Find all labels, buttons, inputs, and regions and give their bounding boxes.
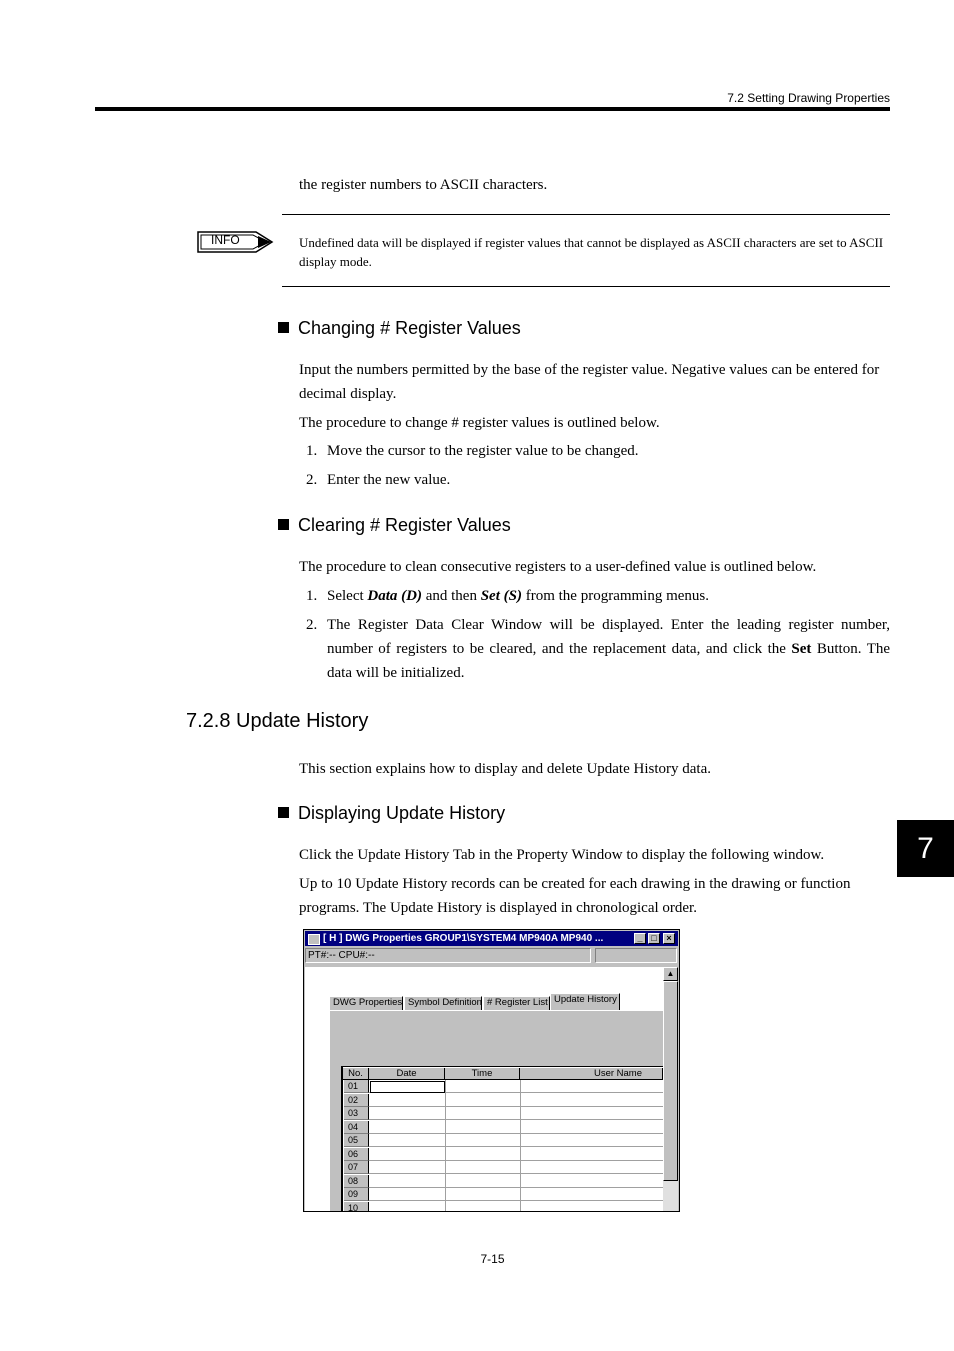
row-number[interactable]: 08	[344, 1175, 369, 1188]
column-header-no: No.	[343, 1068, 369, 1080]
step1-pre: Select	[327, 588, 368, 604]
table-row[interactable]	[369, 1107, 665, 1120]
scroll-thumb[interactable]	[663, 981, 678, 1181]
heading-changing	[278, 318, 521, 339]
tab-register-list[interactable]: # Register List	[483, 996, 550, 1010]
table-row[interactable]	[369, 1094, 665, 1107]
row-number[interactable]: 09	[344, 1188, 369, 1201]
tab-symbol-definition[interactable]: Symbol Definition	[404, 996, 482, 1010]
table-row[interactable]	[369, 1148, 665, 1161]
info-label: INFO	[211, 233, 240, 247]
menu-data: Data (D)	[367, 588, 422, 604]
row-number[interactable]: 07	[344, 1161, 369, 1174]
row-number[interactable]: 02	[344, 1094, 369, 1107]
vertical-scrollbar[interactable]	[663, 967, 678, 1212]
changing-p2: The procedure to change # register values is outlined below.	[299, 415, 660, 431]
table-row[interactable]	[369, 1161, 665, 1174]
row-number[interactable]: 03	[344, 1107, 369, 1120]
table-row[interactable]	[369, 1134, 665, 1147]
heading-displaying-text: Displaying Update History	[298, 803, 506, 823]
column-header-time: Time	[445, 1068, 520, 1080]
changing-step-2: Enter the new value.	[327, 472, 451, 488]
changing-p1: Input the numbers permitted by the base of the register value. Negative values can be entered for decimal display.	[299, 362, 880, 402]
row-number[interactable]: 04	[344, 1121, 369, 1134]
table-row[interactable]	[369, 1121, 665, 1134]
displaying-p1: Click the Update History Tab in the Property Window to display the following window.	[299, 847, 825, 863]
square-bullet-icon	[278, 807, 289, 818]
heading-displaying	[278, 803, 505, 824]
table-row[interactable]	[369, 1202, 665, 1213]
clearing-step-1-num: 1.	[306, 588, 318, 604]
square-bullet-icon	[278, 519, 289, 530]
step1-post: from the programming menus.	[521, 588, 710, 604]
column-divider	[520, 1080, 521, 1212]
window-titlebar	[305, 931, 678, 946]
chapter-tab: 7	[897, 820, 954, 877]
set-button-ref: Set	[791, 641, 812, 657]
clearing-step-2-num: 2.	[306, 617, 318, 633]
displaying-p2: Up to 10 Update History records can be created for each drawing in the drawing or function programs. The Update History is displayed in chronological order.	[299, 876, 851, 916]
step2-pre: The Register Data Clear Window will be displayed. Enter the leading register number, number of registers to be cleared, and the replacement data, and click the	[327, 617, 890, 657]
column-divider	[445, 1080, 446, 1212]
changing-step-2-num: 2.	[306, 472, 318, 488]
changing-step-1: Move the cursor to the register value to be changed.	[327, 443, 639, 459]
window-menu-icon[interactable]	[308, 934, 320, 945]
pt-cpu-field: PT#:-- CPU#:--	[305, 948, 591, 963]
info-field-right	[595, 948, 677, 963]
column-header-user-name: User Name	[520, 1068, 663, 1080]
step1-mid: and then	[421, 588, 481, 604]
running-header: 7.2 Setting Drawing Properties	[727, 91, 890, 105]
clearing-step-1	[327, 584, 709, 608]
column-header-date: Date	[369, 1068, 445, 1080]
minimize-button[interactable]: _	[634, 933, 646, 944]
menu-set: Set (S)	[480, 588, 522, 604]
changing-step-1-num: 1.	[306, 443, 318, 459]
table-row[interactable]	[369, 1175, 665, 1188]
window-title: [ H ] DWG Properties GROUP1\SYSTEM4 MP940A MP940 ...	[323, 933, 604, 944]
step2-post: Button. The data will be initialized.	[327, 641, 891, 681]
close-button[interactable]: ×	[663, 933, 675, 944]
page-number: 7-15	[480, 1252, 505, 1266]
update-history-grid	[341, 1066, 665, 1212]
row-number[interactable]: 05	[344, 1134, 369, 1147]
scroll-up-icon[interactable]: ▲	[663, 967, 678, 981]
header-rule	[95, 107, 890, 111]
heading-clearing-text: Clearing # Register Values	[298, 515, 511, 535]
selected-cell[interactable]	[370, 1081, 445, 1093]
heading-clearing	[278, 515, 511, 536]
dwg-properties-window	[303, 929, 680, 1212]
tab-dwg-properties[interactable]: DWG Properties	[329, 996, 403, 1010]
clearing-step-2	[327, 613, 890, 685]
square-bullet-icon	[278, 322, 289, 333]
heading-changing-text: Changing # Register Values	[298, 318, 521, 338]
row-number[interactable]: 10	[344, 1202, 369, 1213]
intro-text: the register numbers to ASCII characters.	[299, 177, 548, 193]
clearing-p1: The procedure to clean consecutive registers to a user-defined value is outlined below.	[299, 559, 817, 575]
info-top-rule	[282, 214, 890, 215]
tab-update-history[interactable]: Update History	[550, 993, 620, 1010]
info-bottom-rule	[282, 286, 890, 287]
row-number[interactable]: 06	[344, 1148, 369, 1161]
info-text: Undefined data will be displayed if register values that cannot be displayed as ASCII characters are set to ASCII display mode.	[299, 235, 884, 269]
table-row[interactable]	[369, 1188, 665, 1201]
maximize-button[interactable]: □	[648, 933, 660, 944]
row-number[interactable]: 01	[344, 1080, 369, 1093]
window-content	[305, 967, 663, 1212]
section-intro: This section explains how to display and delete Update History data.	[299, 761, 711, 777]
section-heading: 7.2.8 Update History	[186, 710, 369, 732]
